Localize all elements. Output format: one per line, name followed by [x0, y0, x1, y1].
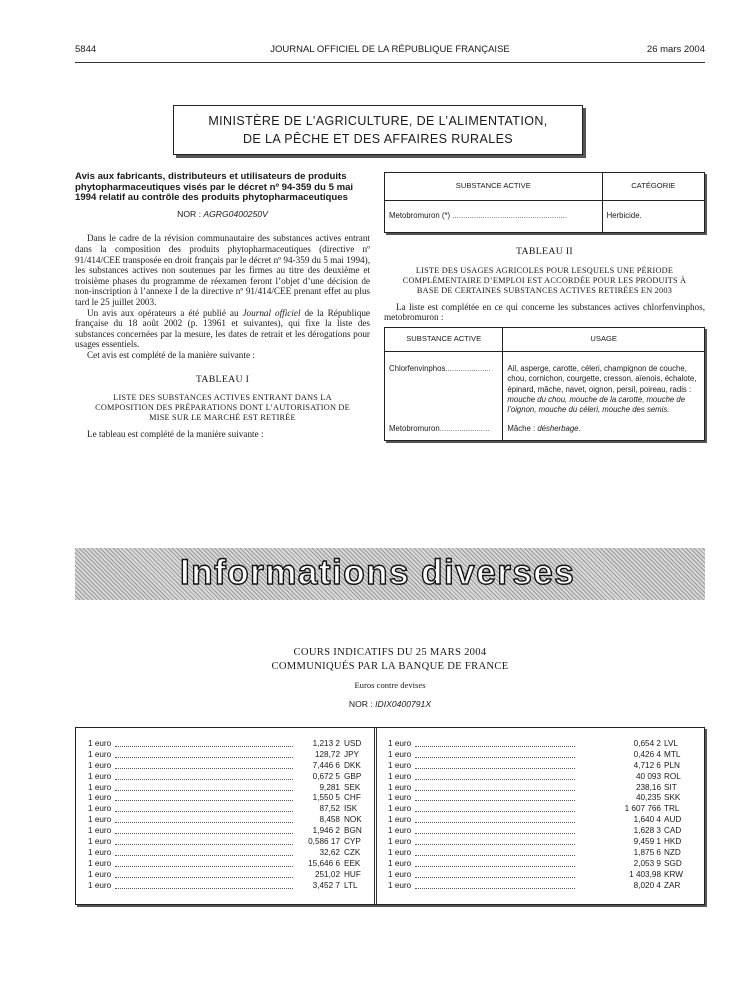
nor-code: IDIX0400791X [375, 699, 432, 709]
nor-label: NOR : [177, 208, 201, 219]
rate-label: 1 euro [388, 749, 412, 759]
rate-row [88, 772, 370, 783]
currency-code: CZK [344, 847, 361, 857]
currency-code: HUF [344, 869, 361, 879]
currency-code: SGD [664, 858, 682, 868]
page-number: 5844 [75, 44, 97, 55]
exchange-rates-nor [75, 699, 705, 709]
rate-row [388, 761, 688, 772]
rate-value: 9,281 [319, 782, 340, 792]
rates-column-right [388, 739, 688, 891]
rate-row [88, 870, 370, 881]
column-divider [374, 728, 377, 904]
rate-label: 1 euro [88, 771, 112, 781]
currency-code: GBP [344, 771, 362, 781]
table-2-usage-chlorfenvinphos: Ail, asperge, carotte, céleri, champignon de couche, chou, cornichon, courgette, cresson, aïenois, échalote, épinard, mâche, navet, oignon, persil, poireau, radis : mouche du chou, mouche de la carotte, mouche de l’oignon, mouche du céleri, mouche des semis. [503, 351, 705, 420]
rate-value: 128,72 [314, 749, 340, 759]
journal-officiel-ref: Journal officiel [242, 307, 301, 318]
rate-value: 0,586 17 [308, 837, 340, 847]
currency-code: TRL [664, 804, 680, 814]
tableau-1-description: LISTE DES SUBSTANCES ACTIVES ENTRANT DANS LA COMPOSITION DES PRÉPARATIONS DONT L’AUTORISATION DE MISE SUR LE MARCHÉ EST RETIRÉE [95, 393, 350, 423]
dot-leader [415, 779, 575, 780]
rate-label: 1 euro [388, 771, 412, 781]
banner-title: Informations diverses [180, 553, 576, 592]
rate-label: 1 euro [88, 826, 112, 836]
dot-leader [415, 790, 575, 791]
dot-leader [415, 877, 575, 878]
rate-row [88, 826, 370, 837]
rate-label: 1 euro [88, 880, 112, 890]
rate-label: 1 euro [388, 793, 412, 803]
substance-usage-table [384, 327, 705, 442]
rate-row [88, 859, 370, 870]
rate-value: 1,213 2 [312, 739, 340, 748]
currency-code: CYP [344, 837, 361, 847]
rate-row [388, 859, 688, 870]
rate-label: 1 euro [88, 804, 112, 814]
ministry-line-1: MINISTÈRE DE L’AGRICULTURE, DE L’ALIMENTATION, [208, 114, 548, 128]
rate-row [88, 881, 370, 892]
header-divider [75, 62, 705, 63]
rate-row [88, 783, 370, 794]
currency-code: HKD [664, 837, 682, 847]
tableau-2-heading: TABLEAU II [516, 246, 573, 257]
rate-label: 1 euro [388, 782, 412, 792]
currency-code: ROL [664, 771, 681, 781]
rate-label: 1 euro [88, 869, 112, 879]
rate-value: 7,446 6 [312, 760, 340, 770]
avis-paragraph-2 [75, 308, 370, 350]
rate-row [388, 750, 688, 761]
rate-value: 1,875 6 [633, 847, 661, 857]
rate-value: 87,52 [319, 804, 340, 814]
rate-value: 0,654 2 [633, 739, 661, 748]
dot-leader [115, 746, 293, 747]
rate-value: 40,235 [635, 793, 661, 803]
rate-value: 251,02 [314, 869, 340, 879]
currency-code: EEK [344, 858, 361, 868]
table-1-category-cell: Herbicide. [602, 201, 704, 233]
rate-label: 1 euro [88, 793, 112, 803]
rate-label: 1 euro [88, 739, 112, 748]
rate-label: 1 euro [88, 782, 112, 792]
rate-label: 1 euro [388, 804, 412, 814]
journal-title: JOURNAL OFFICIEL DE LA RÉPUBLIQUE FRANÇAISE [270, 44, 510, 55]
rate-value: 9,459 1 [633, 837, 661, 847]
exchange-rates-heading [75, 646, 705, 674]
table-2-header-substance: SUBSTANCE ACTIVE [385, 327, 503, 351]
currency-code: AUD [664, 815, 682, 825]
currency-code: NZD [664, 847, 681, 857]
dot-leader [415, 866, 575, 867]
currency-code: LTL [344, 880, 358, 890]
table-2-substance-chlorfenvinphos: Chlorfenvinphos..................... [385, 351, 503, 420]
tables-column [384, 172, 705, 441]
rate-value: 32,62 [319, 847, 340, 857]
rate-value: 40 093 [635, 771, 661, 781]
rate-value: 1,640 4 [633, 815, 661, 825]
dot-leader [415, 844, 575, 845]
rate-value: 238,16 [635, 782, 661, 792]
currency-code: JPY [344, 749, 360, 759]
dot-leader [115, 790, 293, 791]
rate-row [88, 815, 370, 826]
currency-code: KRW [664, 869, 683, 879]
rate-row [88, 739, 370, 750]
rate-label: 1 euro [388, 760, 412, 770]
table-1-header-substance: SUBSTANCE ACTIVE [385, 173, 603, 201]
rate-value: 15,646 6 [308, 858, 340, 868]
rate-label: 1 euro [388, 880, 412, 890]
rate-label: 1 euro [88, 815, 112, 825]
rate-value: 8,458 [319, 815, 340, 825]
rate-row [388, 848, 688, 859]
avis-column [75, 172, 370, 440]
publication-date: 26 mars 2004 [646, 44, 705, 55]
table-row [385, 201, 705, 233]
rate-row [88, 750, 370, 761]
rate-label: 1 euro [388, 815, 412, 825]
dot-leader [115, 757, 293, 758]
rates-column-left [88, 739, 370, 891]
rate-value: 1 403,98 [629, 869, 661, 879]
dot-leader [415, 746, 575, 747]
dot-leader [115, 888, 293, 889]
avis-paragraph-1: Dans le cadre de la révision communautaire des substances actives entrant dans la composition des produits phytopharmaceutiques (directive nº 91/414/CEE transposée en droit français par le décret nº 94-359 du 5 mai 1994), les substances actives non soutenues par les firmes au titre des deuxième et troisième phases du programme de réexamen feront l’objet d’une décision de non-inscription à l’annexe I de la directive nº 91/414/CEE prenant effet au plus tard le 25 juillet 2003. [75, 233, 370, 307]
para2-text-start: Un avis aux opérateurs a été publié au [87, 307, 239, 318]
rate-value: 3,452 7 [312, 880, 340, 890]
rate-value: 0,672 5 [312, 771, 340, 781]
dot-leader [115, 800, 293, 801]
dot-leader [115, 779, 293, 780]
exchange-rates-subtitle: Euros contre devises [354, 680, 426, 690]
tableau-1-heading: TABLEAU I [195, 373, 250, 385]
rate-value: 8,020 4 [633, 880, 661, 890]
rate-row [388, 815, 688, 826]
dot-leader [115, 855, 293, 856]
currency-code: BGN [344, 826, 362, 836]
dot-leader [115, 877, 293, 878]
table-2-usage-metobromuron: Mâche : désherbage. [503, 420, 705, 441]
table-1-substance-cell: Metobromuron (*) ..................................................... [385, 201, 603, 233]
currency-code: SIT [664, 782, 677, 792]
currency-code: CHF [344, 793, 361, 803]
rate-label: 1 euro [88, 847, 112, 857]
tableau-2-description: LISTE DES USAGES AGRICOLES POUR LESQUELS UNE PÉRIODE COMPLÉMENTAIRE D’EMPLOI EST ACCORDÉE POUR LES PRODUITS À BASE DE CERTAINES SUBSTANCES ACTIVES RETIRÉES EN 2003 [402, 265, 687, 295]
rate-row [88, 837, 370, 848]
dot-leader [115, 844, 293, 845]
dot-leader [115, 866, 293, 867]
dot-leader [115, 768, 293, 769]
rate-label: 1 euro [88, 837, 112, 847]
table-2-header-usage: USAGE [503, 327, 705, 351]
rate-value: 4,712 6 [633, 760, 661, 770]
dot-leader [415, 757, 575, 758]
rate-row [388, 739, 688, 750]
rate-label: 1 euro [388, 847, 412, 857]
para2-text-end: de la République française du 18 août 2002 (p. 13961 et suivantes), qui fixe la liste des substances concernées par la mesure, les dates de retrait et les dérogations pour usages essentiels. [75, 307, 370, 350]
rate-label: 1 euro [388, 837, 412, 847]
dot-leader [115, 833, 293, 834]
rate-row [88, 804, 370, 815]
currency-code: USD [344, 739, 362, 748]
currency-code: SKK [664, 793, 681, 803]
dot-leader [415, 855, 575, 856]
ministry-line-2: DE LA PÊCHE ET DES AFFAIRES RURALES [242, 132, 514, 146]
currency-code: MTL [664, 749, 681, 759]
ministry-heading-box [173, 105, 583, 155]
avis-paragraph-4: Le tableau est complété de la manière suivante : [87, 429, 264, 440]
page-header [75, 44, 705, 60]
rate-row [88, 793, 370, 804]
rate-label: 1 euro [388, 826, 412, 836]
avis-paragraph-3: Cet avis est complété de la manière suivante : [87, 349, 255, 360]
rate-label: 1 euro [388, 739, 412, 748]
currency-code: DKK [344, 760, 361, 770]
dot-leader [415, 800, 575, 801]
table-row [385, 420, 705, 441]
avis-nor [75, 209, 370, 220]
rate-row [388, 881, 688, 892]
rate-row [388, 826, 688, 837]
avis-title: Avis aux fabricants, distributeurs et utilisateurs de produits phytopharmaceutiques visés par le décret nº 94-359 du 5 mai 1994 relatif au contrôle des produits phytopharmaceutiques [75, 171, 354, 204]
tableau-2-paragraph: La liste est complétée en ce qui concerne les substances actives chlorfenvinphos, metobromuron : [384, 301, 705, 323]
rate-label: 1 euro [388, 858, 412, 868]
dot-leader [415, 888, 575, 889]
rate-value: 1,628 3 [633, 826, 661, 836]
cours-line-1: COURS INDICATIFS DU 25 MARS 2004 [293, 647, 487, 658]
dot-leader [415, 833, 575, 834]
currency-code: ZAR [664, 880, 681, 890]
nor-label: NOR : [348, 699, 373, 709]
nor-code: AGRG0400250V [203, 208, 268, 219]
currency-code: PLN [664, 760, 680, 770]
table-1-header-category: CATÉGORIE [602, 173, 704, 201]
currency-code: SEK [344, 782, 361, 792]
rate-label: 1 euro [88, 858, 112, 868]
cours-line-2: COMMUNIQUÉS PAR LA BANQUE DE FRANCE [271, 661, 509, 672]
rate-value: 0,426 4 [633, 749, 661, 759]
rate-value: 2,053 9 [633, 858, 661, 868]
rate-label: 1 euro [388, 869, 412, 879]
rate-value: 1 607 766 [624, 804, 661, 814]
rate-row [88, 761, 370, 772]
rate-value: 1,946 2 [312, 826, 340, 836]
currency-code: CAD [664, 826, 682, 836]
rate-row [388, 793, 688, 804]
substance-category-table [384, 172, 705, 233]
rate-row [388, 783, 688, 794]
dot-leader [415, 811, 575, 812]
dot-leader [415, 822, 575, 823]
exchange-rates-table [75, 727, 705, 905]
rate-row [388, 837, 688, 848]
currency-code: ISK [344, 804, 358, 814]
dot-leader [115, 822, 293, 823]
currency-code: LVL [664, 739, 678, 748]
rate-label: 1 euro [88, 760, 112, 770]
dot-leader [115, 811, 293, 812]
rate-row [388, 870, 688, 881]
rate-label: 1 euro [88, 749, 112, 759]
rate-row [388, 772, 688, 783]
rate-row [88, 848, 370, 859]
rate-row [388, 804, 688, 815]
rate-value: 1,550 5 [312, 793, 340, 803]
table-row [385, 351, 705, 420]
dot-leader [415, 768, 575, 769]
table-2-substance-metobromuron: Metobromuron....................... [385, 420, 503, 441]
currency-code: NOK [344, 815, 362, 825]
